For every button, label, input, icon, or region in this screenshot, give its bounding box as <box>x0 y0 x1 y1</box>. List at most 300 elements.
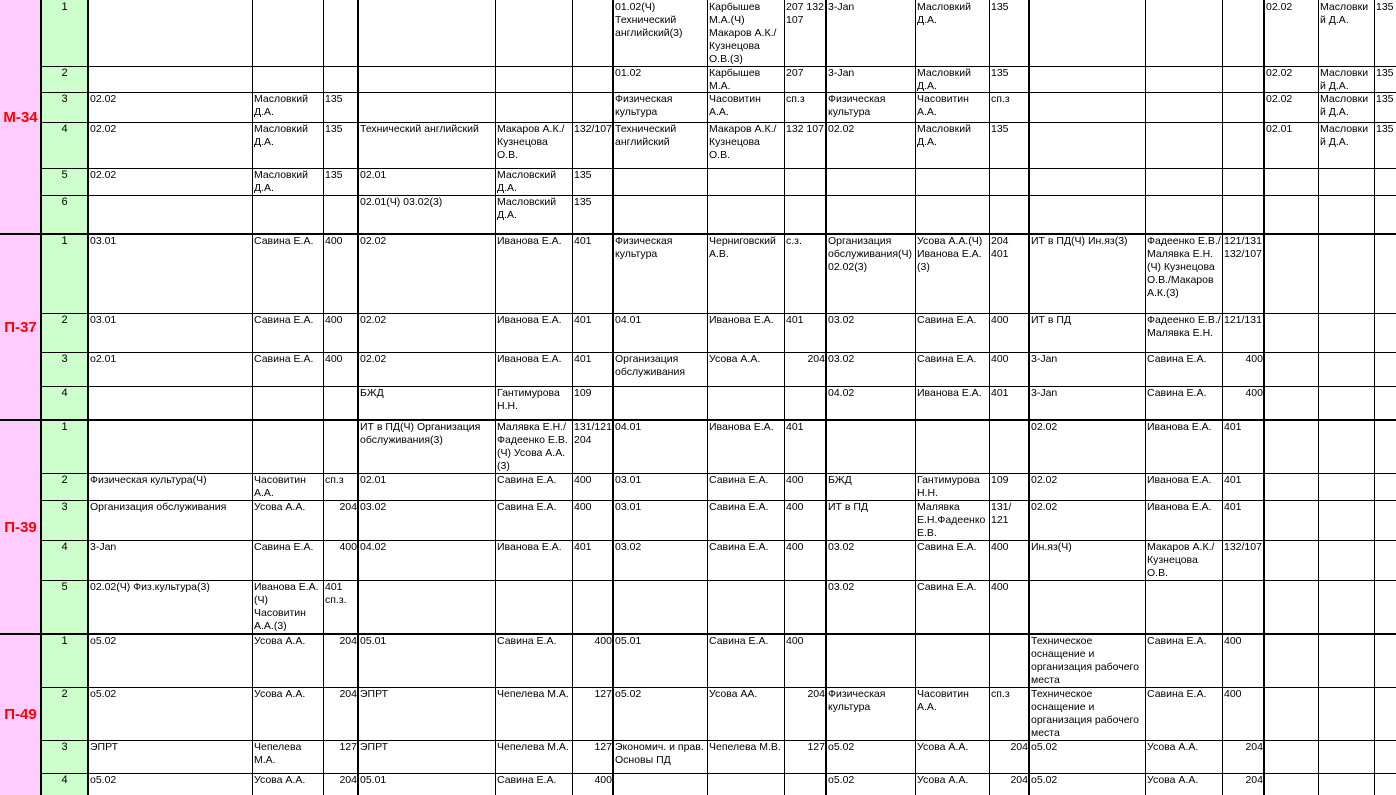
room-cell: 401 <box>574 541 592 553</box>
column-divider <box>1374 0 1375 795</box>
lesson-number: 2 <box>41 473 88 500</box>
room-cell: 132/107 <box>574 123 612 135</box>
lesson-number: 1 <box>41 420 88 473</box>
room-cell <box>1374 168 1396 195</box>
teacher-cell: Усова А.А. <box>1147 741 1199 753</box>
subject-cell: 02.02 <box>1031 474 1058 486</box>
room-cell: 135 <box>325 93 343 105</box>
room-cell <box>323 66 358 92</box>
subject-cell <box>826 634 915 687</box>
teacher-cell <box>1318 195 1374 234</box>
teacher-cell: Масловкий Д.А. <box>917 123 971 148</box>
subject-cell: ИТ в ПД <box>1031 314 1072 326</box>
teacher-cell: Часовитин А.А. <box>709 93 761 118</box>
row-divider <box>41 313 1396 314</box>
subject-cell <box>613 386 707 420</box>
subject-cell: 03.02 <box>828 353 855 365</box>
column-divider <box>40 0 42 795</box>
subject-cell: 02.02 <box>828 123 855 135</box>
room-cell: 121/131 132/107 <box>1224 235 1262 260</box>
room-cell <box>784 168 826 195</box>
subject-cell <box>1029 195 1145 234</box>
subject-cell: 02.02 <box>90 93 117 105</box>
teacher-cell: Иванова Е.А. <box>709 421 774 433</box>
room-cell <box>1222 0 1264 66</box>
room-cell: 127 <box>594 688 612 700</box>
room-cell <box>1374 234 1396 313</box>
row-divider <box>41 352 1396 353</box>
subject-cell: 02.01 <box>360 169 387 181</box>
column-divider <box>989 0 990 795</box>
subject-cell <box>1264 473 1318 500</box>
subject-cell: 03.01 <box>615 501 642 513</box>
teacher-cell <box>707 773 784 795</box>
column-divider <box>495 0 496 795</box>
subject-cell: Технический английский <box>615 123 677 148</box>
room-cell <box>1374 473 1396 500</box>
lesson-number: 3 <box>41 500 88 540</box>
teacher-cell <box>707 195 784 234</box>
subject-cell: о5.02 <box>1031 741 1058 753</box>
row-divider <box>0 633 1396 635</box>
subject-cell <box>358 66 495 92</box>
teacher-cell <box>495 0 572 66</box>
lesson-number: 4 <box>41 540 88 580</box>
subject-cell <box>1264 313 1318 352</box>
room-cell: 204 <box>807 353 825 365</box>
subject-cell <box>826 195 915 234</box>
teacher-cell <box>252 0 323 66</box>
teacher-cell <box>1318 687 1374 740</box>
room-cell: 401 <box>991 387 1009 399</box>
room-cell: 400 <box>991 541 1009 553</box>
subject-cell: о5.02 <box>615 688 642 700</box>
teacher-cell: Масловкий Д.А. <box>1320 123 1369 148</box>
teacher-cell: Усова А.А. <box>1147 774 1199 786</box>
room-cell <box>572 66 613 92</box>
subject-cell: 02.01 <box>360 474 387 486</box>
room-cell <box>1222 66 1264 92</box>
subject-cell: Физическая культура(Ч) <box>90 474 207 486</box>
room-cell: 135 <box>325 169 343 181</box>
subject-cell: 01.02(Ч) Технический английский(3) <box>615 1 683 39</box>
room-cell: 135 <box>1376 67 1394 79</box>
room-cell <box>1374 313 1396 352</box>
subject-cell: 02.02 <box>360 235 387 247</box>
subject-cell: 02.01(Ч) 03.02(3) <box>360 196 443 208</box>
room-cell <box>323 386 358 420</box>
column-divider <box>1145 0 1146 795</box>
room-cell: 400 <box>1245 387 1263 399</box>
teacher-cell: Масловкий Д.А. <box>254 123 308 148</box>
subject-cell: Организация обслуживания(Ч) 02.02(3) <box>828 235 913 273</box>
teacher-cell: Савина Е.А. <box>709 474 769 486</box>
room-cell: сп.з <box>786 93 805 105</box>
subject-cell <box>1264 234 1318 313</box>
room-cell: 401 <box>574 353 592 365</box>
column-divider <box>825 0 827 795</box>
subject-cell <box>1029 580 1145 634</box>
teacher-cell: Савина Е.А. <box>709 541 769 553</box>
subject-cell: 05.01 <box>360 635 387 647</box>
row-divider <box>41 195 1396 196</box>
room-cell <box>1374 540 1396 580</box>
row-divider <box>41 500 1396 501</box>
room-cell <box>1374 773 1396 795</box>
teacher-cell <box>1145 168 1222 195</box>
subject-cell: 04.01 <box>615 314 642 326</box>
room-cell <box>784 580 826 634</box>
row-divider <box>41 92 1396 93</box>
room-cell: 401 <box>1224 421 1242 433</box>
subject-cell: 02.02 <box>90 169 117 181</box>
subject-cell <box>1264 168 1318 195</box>
subject-cell <box>1264 352 1318 386</box>
row-divider <box>41 66 1396 67</box>
teacher-cell: Савина Е.А. <box>254 541 314 553</box>
lesson-number: 5 <box>41 168 88 195</box>
subject-cell: Организация обслуживания <box>615 353 686 378</box>
subject-cell <box>88 0 252 66</box>
subject-cell: БЖД <box>360 387 384 399</box>
teacher-cell: Часовитин А.А. <box>917 93 969 118</box>
room-cell <box>572 92 613 122</box>
room-cell: 400 <box>325 353 343 365</box>
room-cell: 401 <box>1224 474 1242 486</box>
teacher-cell <box>915 195 989 234</box>
row-divider <box>0 419 1396 421</box>
subject-cell <box>358 0 495 66</box>
room-cell <box>1374 580 1396 634</box>
subject-cell: о5.02 <box>828 741 855 753</box>
room-cell: 109 <box>574 387 592 399</box>
subject-cell: Экономич. и прав. Основы ПД <box>615 741 704 766</box>
subject-cell <box>613 195 707 234</box>
subject-cell <box>358 92 495 122</box>
teacher-cell: Усова А.А. <box>254 774 306 786</box>
room-cell: 135 <box>1376 93 1394 105</box>
row-divider <box>41 740 1396 741</box>
teacher-cell <box>1318 634 1374 687</box>
room-cell: 207 <box>786 67 804 79</box>
room-cell: 400 <box>991 581 1009 593</box>
teacher-cell <box>252 420 323 473</box>
teacher-cell: Усова А.А. <box>917 774 969 786</box>
teacher-cell: Иванова Е.А. <box>1147 474 1212 486</box>
subject-cell: о5.02 <box>1031 774 1058 786</box>
lesson-number: 2 <box>41 687 88 740</box>
teacher-cell <box>915 634 989 687</box>
subject-cell <box>1264 580 1318 634</box>
subject-cell <box>1264 773 1318 795</box>
teacher-cell <box>1145 66 1222 92</box>
group-label: П-37 <box>0 234 41 420</box>
column-divider <box>87 0 89 795</box>
subject-cell: 03.02 <box>360 501 387 513</box>
room-cell <box>989 634 1029 687</box>
subject-cell <box>1264 540 1318 580</box>
teacher-cell: Савина Е.А. <box>1147 688 1207 700</box>
column-divider <box>1318 0 1319 795</box>
teacher-cell <box>1318 540 1374 580</box>
teacher-cell: Масловский Д.А. <box>497 196 557 221</box>
teacher-cell: Савина Е.А. <box>497 774 557 786</box>
teacher-cell: Усова А.А. <box>709 353 761 365</box>
subject-cell: 02.02 <box>1031 421 1058 433</box>
teacher-cell: Савина Е.А. <box>254 353 314 365</box>
room-cell: 400 <box>574 474 592 486</box>
subject-cell: 05.01 <box>360 774 387 786</box>
subject-cell <box>1264 195 1318 234</box>
teacher-cell: Савина Е.А. <box>254 235 314 247</box>
teacher-cell <box>1145 0 1222 66</box>
room-cell: 131/121 204 <box>574 421 612 446</box>
teacher-cell: Савина Е.А. <box>709 501 769 513</box>
room-cell: 401 <box>1224 501 1242 513</box>
room-cell <box>1222 580 1264 634</box>
teacher-cell: Усова АА. <box>709 688 758 700</box>
room-cell: 132 107 <box>786 123 824 135</box>
lesson-number: 5 <box>41 580 88 634</box>
lesson-number: 4 <box>41 122 88 168</box>
room-cell: 109 <box>991 474 1009 486</box>
subject-cell: Физическая культура <box>615 235 673 260</box>
teacher-cell <box>495 580 572 634</box>
teacher-cell <box>707 580 784 634</box>
subject-cell: 01.02 <box>615 67 642 79</box>
subject-cell: 02.02 <box>1031 501 1058 513</box>
column-divider <box>707 0 708 795</box>
subject-cell <box>1029 0 1145 66</box>
room-cell <box>572 580 613 634</box>
teacher-cell: Усова А.А. <box>917 741 969 753</box>
room-cell: 204 <box>1010 774 1028 786</box>
room-cell: 400 <box>786 474 804 486</box>
subject-cell: 3-Jan <box>90 541 117 553</box>
teacher-cell <box>1318 420 1374 473</box>
teacher-cell <box>252 386 323 420</box>
teacher-cell: Гантимурова Н.Н. <box>497 387 560 412</box>
subject-cell: БЖД <box>828 474 852 486</box>
teacher-cell: Иванова Е.А. <box>497 314 562 326</box>
teacher-cell: Карбышев М.А.(Ч) Макаров А.К./Кузнецова О.В.(3) <box>709 1 777 65</box>
lesson-number: 1 <box>41 234 88 313</box>
room-cell: 400 <box>786 541 804 553</box>
room-cell <box>989 168 1029 195</box>
column-divider <box>1263 0 1265 795</box>
subject-cell: 3-Jan <box>828 1 855 13</box>
room-cell: 207 132 107 <box>786 1 824 26</box>
room-cell: 400 <box>991 314 1009 326</box>
teacher-cell: Чепелева М.В. <box>709 741 781 753</box>
subject-cell: 03.01 <box>90 314 117 326</box>
subject-cell: Техническое оснащение и организация рабочего места <box>1031 688 1139 739</box>
lesson-number: 4 <box>41 773 88 795</box>
room-cell: 204 <box>339 688 357 700</box>
room-cell: сп.з <box>325 474 344 486</box>
room-cell <box>323 195 358 234</box>
room-cell <box>1374 352 1396 386</box>
column-divider <box>784 0 785 795</box>
column-divider <box>357 0 359 795</box>
teacher-cell: Чепелева М.А. <box>254 741 302 766</box>
row-divider <box>41 386 1396 387</box>
teacher-cell: Черниговский А.В. <box>709 235 776 260</box>
column-divider <box>1028 0 1030 795</box>
room-cell <box>1222 92 1264 122</box>
subject-cell: Техническое оснащение и организация рабочего места <box>1031 635 1139 686</box>
room-cell <box>784 773 826 795</box>
subject-cell: о2.01 <box>90 353 117 365</box>
room-cell: 400 <box>1224 635 1242 647</box>
room-cell: 204 <box>1010 741 1028 753</box>
room-cell: 135 <box>574 169 592 181</box>
teacher-cell <box>1318 313 1374 352</box>
teacher-cell <box>1318 473 1374 500</box>
subject-cell <box>1029 168 1145 195</box>
teacher-cell <box>495 92 572 122</box>
room-cell <box>1222 195 1264 234</box>
teacher-cell <box>252 195 323 234</box>
room-cell: 121/131 <box>1224 314 1262 326</box>
teacher-cell <box>1318 580 1374 634</box>
teacher-cell <box>915 168 989 195</box>
subject-cell <box>1264 420 1318 473</box>
room-cell: 401 <box>574 314 592 326</box>
teacher-cell: Иванова Е.А. <box>1147 421 1212 433</box>
room-cell: 204 <box>1245 774 1263 786</box>
room-cell <box>323 420 358 473</box>
teacher-cell <box>1145 195 1222 234</box>
teacher-cell: Масловкий Д.А. <box>254 169 308 194</box>
row-divider <box>41 773 1396 774</box>
column-divider <box>612 0 614 795</box>
subject-cell: 02.02(Ч) Физ.культура(3) <box>90 581 210 593</box>
teacher-cell: Часовитин А.А. <box>917 688 969 713</box>
teacher-cell: Иванова Е.А. <box>497 235 562 247</box>
room-cell: 400 <box>594 635 612 647</box>
subject-cell: 03.01 <box>615 474 642 486</box>
subject-cell: ИТ в ПД <box>828 501 869 513</box>
subject-cell: 03.02 <box>828 581 855 593</box>
teacher-cell <box>1318 773 1374 795</box>
column-divider <box>915 0 916 795</box>
room-cell: 204 <box>339 774 357 786</box>
room-cell: 135 <box>574 196 592 208</box>
room-cell <box>1222 122 1264 168</box>
teacher-cell: Макаров А.К./Кузнецова О.В. <box>1147 541 1215 579</box>
teacher-cell <box>495 66 572 92</box>
teacher-cell: Малявка Е.Н./ Фадеенко Е.В.(Ч) Усова А.А.(3) <box>497 421 568 472</box>
subject-cell <box>826 168 915 195</box>
room-cell: с.з. <box>786 235 802 247</box>
teacher-cell: Савина Е.А. <box>917 581 977 593</box>
teacher-cell: Фадеенко Е.В./Малявка Е.Н. <box>1147 314 1221 339</box>
row-divider <box>41 540 1396 541</box>
teacher-cell: Иванова Е.А. <box>497 541 562 553</box>
teacher-cell: Масловкий Д.А. <box>1320 1 1369 26</box>
room-cell: сп.з <box>991 688 1010 700</box>
teacher-cell <box>1318 740 1374 773</box>
subject-cell: 04.02 <box>828 387 855 399</box>
teacher-cell: Савина Е.А. <box>1147 353 1207 365</box>
subject-cell: Физическая культура <box>828 688 886 713</box>
room-cell: 204 <box>807 688 825 700</box>
teacher-cell: Масловкий Д.А. <box>917 1 971 26</box>
room-cell <box>1374 500 1396 540</box>
teacher-cell <box>1145 122 1222 168</box>
subject-cell: 03.01 <box>90 235 117 247</box>
room-cell: 401 сп.з. <box>325 581 347 606</box>
teacher-cell: Чепелева М.А. <box>497 688 569 700</box>
room-cell <box>1374 634 1396 687</box>
room-cell <box>1222 168 1264 195</box>
lesson-number: 3 <box>41 352 88 386</box>
teacher-cell: Иванова Е.А. <box>917 387 982 399</box>
teacher-cell: Савина Е.А. <box>1147 387 1207 399</box>
teacher-cell: Масловкий Д.А. <box>254 93 308 118</box>
room-cell <box>989 195 1029 234</box>
teacher-cell <box>252 66 323 92</box>
lesson-number: 1 <box>41 634 88 687</box>
row-divider <box>0 233 1396 235</box>
subject-cell: 02.02 <box>90 123 117 135</box>
teacher-cell: Усова А.А.(Ч) Иванова Е.А.(3) <box>917 235 983 273</box>
subject-cell <box>358 580 495 634</box>
subject-cell: ЭПРТ <box>90 741 119 753</box>
subject-cell <box>1264 740 1318 773</box>
subject-cell: ИТ в ПД(Ч) Организация обслуживания(3) <box>360 421 481 446</box>
room-cell: 135 <box>991 123 1009 135</box>
room-cell: 400 <box>1245 353 1263 365</box>
column-divider <box>572 0 573 795</box>
teacher-cell: Савина Е.А. <box>254 314 314 326</box>
room-cell: 127 <box>339 741 357 753</box>
room-cell: 204 <box>339 635 357 647</box>
lesson-number: 2 <box>41 313 88 352</box>
subject-cell: 04.01 <box>615 421 642 433</box>
subject-cell <box>88 420 252 473</box>
subject-cell <box>1029 92 1145 122</box>
subject-cell: Ин.яз(Ч) <box>1031 541 1072 553</box>
subject-cell <box>613 773 707 795</box>
room-cell: 135 <box>1376 123 1394 135</box>
teacher-cell: Масловкий Д.А. <box>917 67 971 92</box>
room-cell <box>1374 386 1396 420</box>
teacher-cell: Малявка Е.Н.Фадеенко Е.В. <box>917 501 986 539</box>
subject-cell: Организация обслуживания <box>90 501 227 513</box>
teacher-cell <box>1318 386 1374 420</box>
room-cell: сп.з <box>991 93 1010 105</box>
subject-cell <box>613 168 707 195</box>
room-cell <box>1374 687 1396 740</box>
teacher-cell: Чепелева М.А. <box>497 741 569 753</box>
room-cell: 401 <box>786 314 804 326</box>
subject-cell <box>1264 386 1318 420</box>
subject-cell <box>826 420 915 473</box>
room-cell <box>784 386 826 420</box>
row-divider <box>41 580 1396 581</box>
teacher-cell: Масловкий Д.А. <box>1320 67 1369 92</box>
column-divider <box>1222 0 1223 795</box>
column-divider <box>323 0 324 795</box>
lesson-number: 6 <box>41 195 88 234</box>
room-cell <box>1374 740 1396 773</box>
teacher-cell: Савина Е.А. <box>1147 635 1207 647</box>
subject-cell: 3-Jan <box>1031 387 1058 399</box>
teacher-cell: Савина Е.А. <box>497 501 557 513</box>
subject-cell <box>1029 66 1145 92</box>
